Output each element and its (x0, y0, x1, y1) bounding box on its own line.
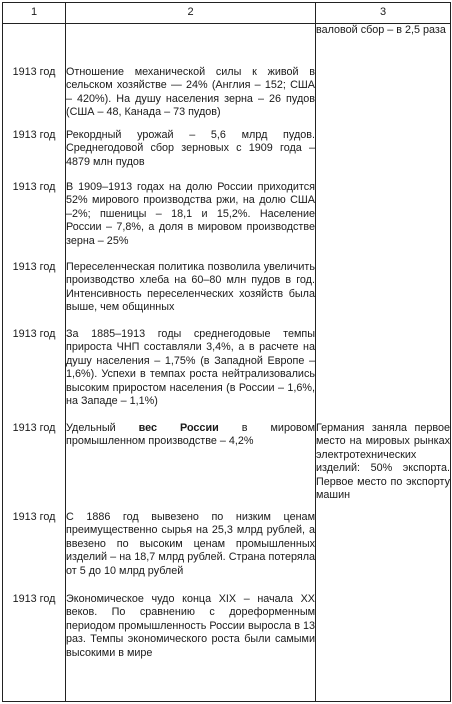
note-cell (316, 261, 451, 328)
fact-cell: С 1886 год вывезено по низким ценам преимущественно сырья на 25,3 млрд рублей, а ввезено по высоким ценам промышленных изделий – на 18,7 млрд рублей. Страна потеряла от 5 до 10 млрд рублей (66, 511, 316, 593)
note-cell (316, 511, 451, 593)
year-cell: 1913 год (3, 328, 66, 422)
fact-bold-country: России (180, 421, 219, 434)
note-cell (316, 129, 451, 181)
year-cell: 1913 год (3, 422, 66, 511)
table-row (3, 328, 451, 422)
fact-text-space (157, 422, 180, 434)
column-header-1: 1 (3, 3, 66, 24)
table-row (3, 66, 451, 129)
fact-text-start: Удельный (66, 421, 139, 434)
year-cell (3, 24, 66, 66)
note-cell (316, 593, 451, 702)
note-cell: валовой сбор – в 2,5 раза (316, 24, 451, 66)
table-header-row (3, 3, 451, 24)
fact-cell: Экономическое чудо конца XIX – начала XX веков. По сравнению с дореформенным периодом промышленность России выросла в 13 раз. Темпы экономического роста были самыми высокими в мире (66, 593, 316, 702)
table-row (3, 422, 451, 511)
note-cell (316, 328, 451, 422)
note-cell (316, 66, 451, 129)
fact-cell: В 1909–1913 годах на долю России приходится 52% мирового производства ржи, на долю США –2%; пшеницы – 18,1 и 15,2%. Население России – 7,8%, а доля в мировом производстве зерна – 25% (66, 181, 316, 261)
table-row (3, 129, 451, 181)
note-cell (316, 181, 451, 261)
year-cell: 1913 год (3, 511, 66, 593)
year-cell: 1913 год (3, 66, 66, 129)
table-row (3, 593, 451, 702)
year-cell: 1913 год (3, 129, 66, 181)
column-header-2: 2 (66, 3, 316, 24)
fact-cell: Рекордный урожай – 5,6 млрд пудов. Среднегодовой сбор зерновых с 1909 года – 4879 млн пудов (66, 129, 316, 181)
year-cell: 1913 год (3, 261, 66, 328)
history-table (2, 2, 451, 702)
fact-cell: Переселенческая политика позволила увеличить производство хлеба на 60–80 млн пудов в год. Интенсивность переселенческих хозяйств была выше, чем общинных (66, 261, 316, 328)
year-cell: 1913 год (3, 181, 66, 261)
table-row (3, 511, 451, 593)
fact-cell: За 1885–1913 годы среднегодовые темпы прироста ЧНП составляли 3,4%, а в расчете на душу населения – 1,75% (в Западной Европе – 1,6%). Успехи в темпах роста нейтрализовались высоким приростом населения (в России – 1,6%, на Западе – 1,1%) (66, 328, 316, 422)
table-row (3, 24, 451, 66)
note-cell: Германия заняла первое место на мировых рынках электротехнических изделий: 50% экспорта. Первое место по экспорту машин (316, 422, 451, 511)
fact-cell (66, 422, 316, 511)
fact-text-end: в мировом промышленном производстве – 4,2% (66, 421, 315, 448)
table-row (3, 261, 451, 328)
fact-cell (66, 24, 316, 66)
column-header-3: 3 (316, 3, 451, 24)
fact-bold-word: вес (138, 421, 158, 434)
year-cell: 1913 год (3, 593, 66, 702)
table-row (3, 181, 451, 261)
fact-cell: Отношение механической силы к живой в сельском хозяйстве — 24% (Англия – 152; США – 420%). На душу населения зерна – 26 пудов (США – 48, Канада – 73 пудов) (66, 66, 316, 129)
